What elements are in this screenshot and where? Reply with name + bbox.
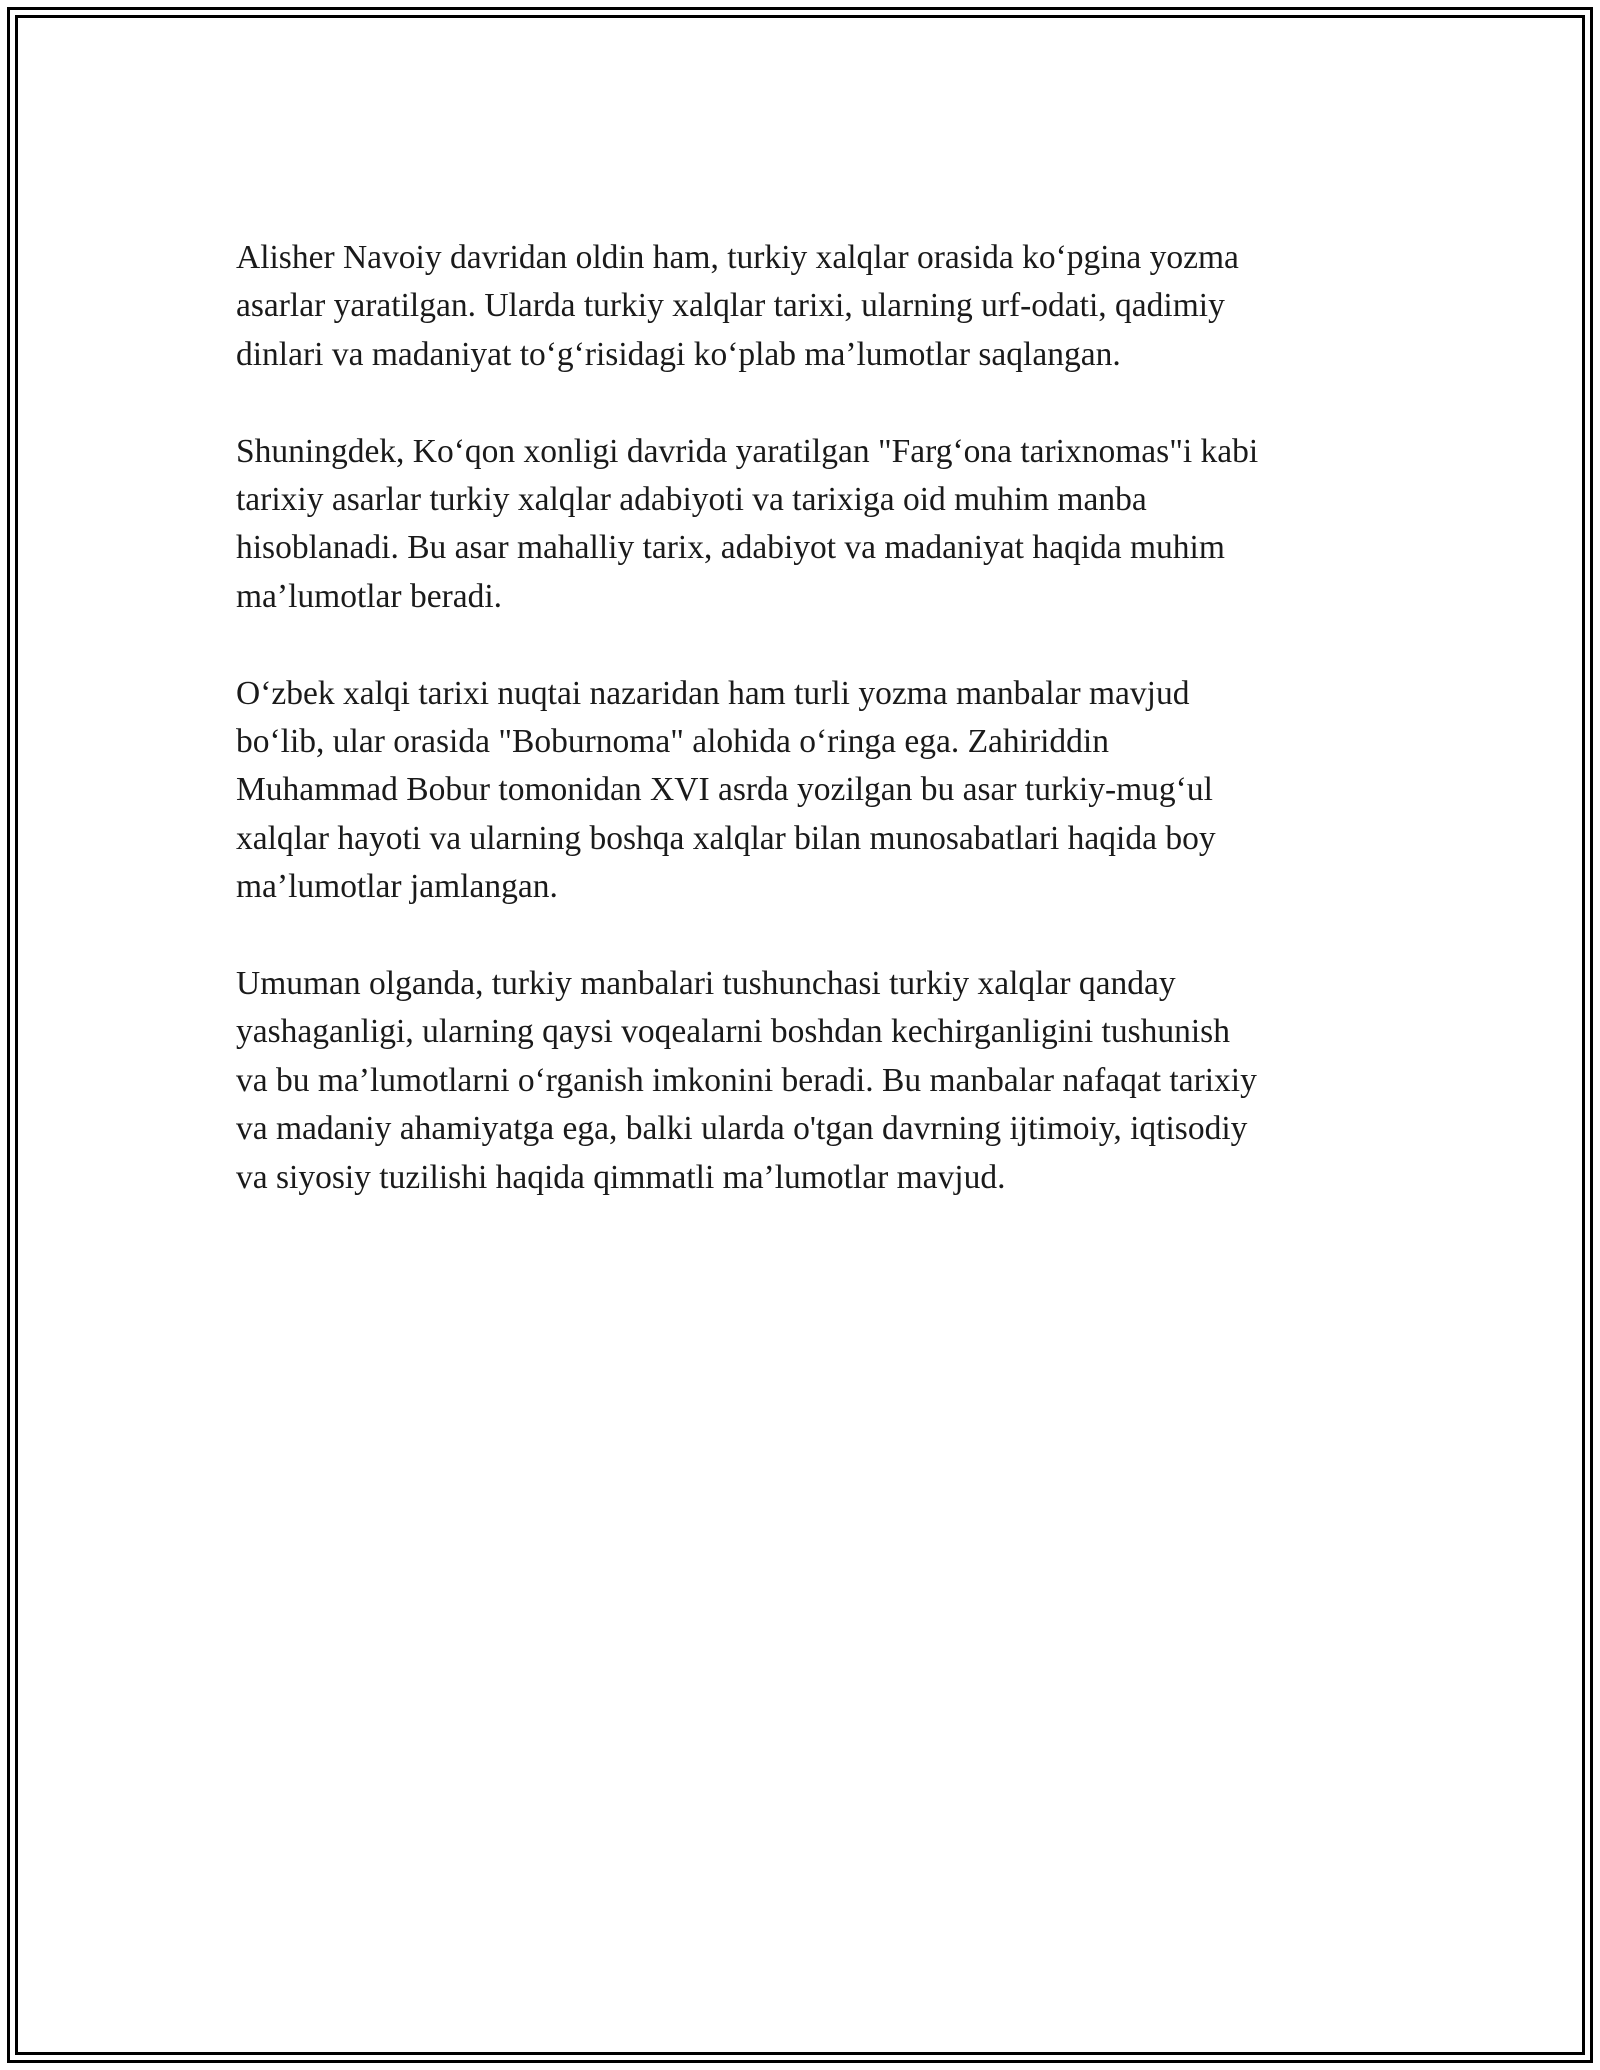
text-line: ma’lumotlar beradi.: [236, 577, 503, 615]
text-line: Umuman olganda, turkiy manbalari tushunchasi turkiy xalqlar qanday: [236, 965, 1176, 1003]
text-line: yashaganligi, ularning qaysi voqealarni boshdan kechirganligini tushunish: [236, 1013, 1230, 1051]
text-line: tarixiy asarlar turkiy xalqlar adabiyoti va tarixiga oid muhim manba: [236, 481, 1147, 519]
paragraph-navoiy-era-sources: [236, 234, 1376, 379]
paragraph-boburnoma: [236, 670, 1376, 912]
text-line: ma’lumotlar jamlangan.: [236, 868, 558, 906]
paragraph-fergana-chronicle: [236, 428, 1376, 622]
text-line: Shuningdek, Ko‘qon xonligi davrida yaratilgan "Farg‘ona tarixnomas"i kabi: [236, 432, 1259, 470]
text-line: bo‘lib, ular orasida "Boburnoma" alohida o‘ringa ega. Zahiriddin: [236, 723, 1109, 761]
text-line: va madaniy ahamiyatga ega, balki ularda o'tgan davrning ijtimoiy, iqtisodiy: [236, 1110, 1248, 1148]
text-line: xalqlar hayoti va ularning boshqa xalqlar bilan munosabatlari haqida boy: [236, 819, 1216, 857]
text-line: dinlari va madaniyat to‘g‘risidagi ko‘plab ma’lumotlar saqlangan.: [236, 335, 1121, 373]
text-line: Muhammad Bobur tomonidan XVI asrda yozilgan bu asar turkiy-mug‘ul: [236, 771, 1213, 809]
text-line: Alisher Navoiy davridan oldin ham, turkiy xalqlar orasida ko‘pgina yozma: [236, 239, 1239, 276]
text-line: asarlar yaratilgan. Ularda turkiy xalqlar tarixi, ularning urf-odati, qadimiy: [236, 287, 1225, 325]
text-line: O‘zbek xalqi tarixi nuqtai nazaridan ham turli yozma manbalar mavjud: [236, 674, 1190, 712]
text-line: va bu ma’lumotlarni o‘rganish imkonini beradi. Bu manbalar nafaqat tarixiy: [236, 1061, 1257, 1099]
text-line: hisoblanadi. Bu asar mahalliy tarix, adabiyot va madaniyat haqida muhim: [236, 529, 1225, 567]
text-line: va siyosiy tuzilishi haqida qimmatli ma’lumotlar mavjud.: [236, 1158, 1006, 1196]
document-body: [236, 234, 1376, 1250]
paragraph-conclusion: [236, 960, 1376, 1202]
